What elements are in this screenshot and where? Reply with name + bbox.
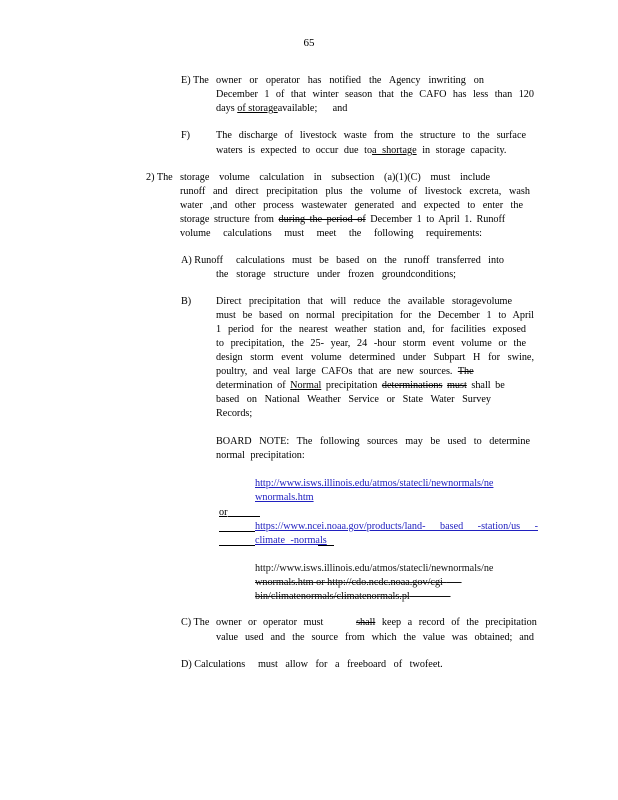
normals-link-isws[interactable]: http://www.isws.illinois.edu/atmos/statecli/newnormals/ne	[255, 478, 494, 489]
normals-link-ncei[interactable]: https://www.ncei.noaa.gov/products/land- based -station/us -	[255, 521, 538, 532]
item-2-line-4: storage structure from during the period of December 1 to April 1. Runoff	[180, 214, 506, 225]
ncei-underline-lead-2	[219, 545, 255, 546]
item-b-line-5: design storm event volume determined under Subpart H for swine,	[216, 352, 534, 363]
item-b-line-4: to precipitation, the 25- year, 24 -hour storm event volume or the	[216, 338, 526, 349]
item-d-line-1: must allow for a freeboard of twofeet.	[258, 659, 443, 670]
item-e-line-3: days of storageavailable; and	[216, 103, 348, 114]
item-c-label: C) The	[181, 617, 210, 628]
item-b-line-9: Records;	[216, 408, 253, 419]
board-note-line-1: BOARD NOTE: The following sources may be used to determine	[216, 436, 530, 447]
old-link-line-1: http://www.isws.illinois.edu/atmos/statecli/newnormals/ne	[255, 563, 494, 574]
or-text: or	[219, 507, 260, 519]
item-b-line-1: Direct precipitation that will reduce the available storagevolume	[216, 296, 512, 307]
normals-link-ncei-cont[interactable]: climate -normals	[255, 535, 327, 546]
old-link-line-2: wnormals.htm or http://cdo.ncdc.noaa.gov/cgi-	[255, 577, 447, 588]
item-b-line-7: determination of Normal precipitation determinations must shall be	[216, 380, 505, 391]
ncei-underline-trail	[318, 545, 334, 546]
ncei-underline-lead	[219, 531, 255, 532]
item-2-label: 2) The	[146, 172, 173, 183]
item-b-line-3: 1 period for the nearest weather station and, for facilities exposed	[216, 324, 526, 335]
item-b-line-8: based on National Weather Service or State Water Survey	[216, 394, 491, 405]
item-2-line-2: runoff and direct precipitation plus the volume of livestock excreta, wash	[180, 186, 530, 197]
item-e-line-2: December 1 of that winter season that the CAFO has less than 120	[216, 89, 534, 100]
item-f-label: F)	[181, 130, 191, 141]
item-f-line-1: The discharge of livestock waste from the structure to the surface	[216, 130, 526, 141]
item-b-line-2: must be based on normal precipitation for the December 1 to April	[216, 310, 534, 321]
item-f-line-2: waters is expected to occur due toa shortage in storage capacity.	[216, 145, 507, 156]
item-c-line-1: owner or operator must shall keep a record of the precipitation	[216, 617, 537, 628]
item-b-line-6: poultry, and veal large CAFOs that are new sources. The	[216, 366, 474, 377]
item-c-line-2: value used and the source from which the value was obtained; and	[216, 632, 534, 643]
old-link-line-3: bin/climatenormals/climatenormals.pl	[255, 591, 410, 602]
board-note-line-2: normal precipitation:	[216, 450, 305, 461]
item-2-line-1: storage volume calculation in subsection (a)(1)(C) must include	[180, 172, 490, 183]
normals-link-isws-cont[interactable]: wnormals.htm	[255, 492, 314, 503]
or-underline	[228, 507, 260, 517]
item-e-label: E) The	[181, 75, 209, 86]
item-b-label: B)	[181, 296, 192, 307]
item-2-line-3: water ,and other process wastewater generated and expected to enter the	[180, 200, 523, 211]
item-d-label: D) Calculations	[181, 659, 246, 670]
item-a-line-2: the storage structure under frozen groundconditions;	[216, 269, 456, 280]
item-2-line-5: volume calculations must meet the following requirements:	[180, 228, 482, 239]
item-e-line-1: owner or operator has notified the Agency inwriting on	[216, 75, 484, 86]
page-number: 65	[303, 37, 315, 49]
item-a-label: A) Runoff	[181, 255, 223, 266]
item-a-line-1: calculations must be based on the runoff transferred into	[236, 255, 504, 266]
